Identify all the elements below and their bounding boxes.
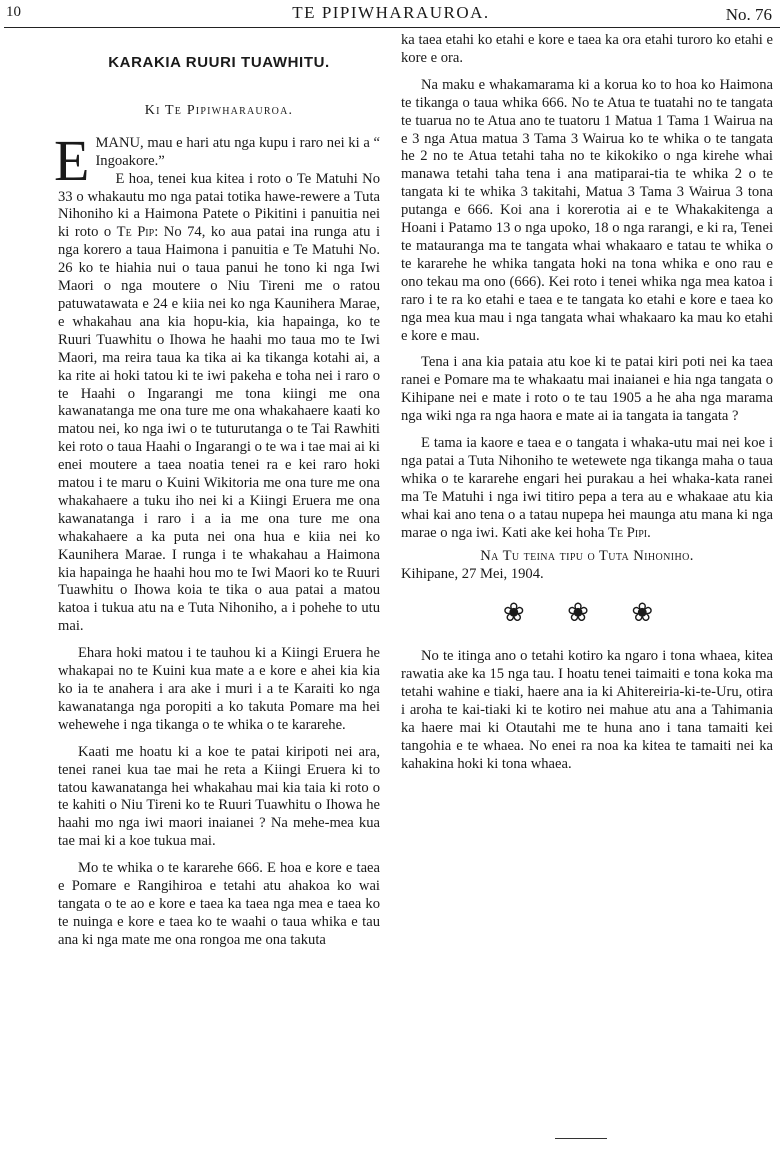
signature: Na Tu teina tipu o Tuta Nihoniho. xyxy=(480,548,694,565)
paragraph: Kaati me hoatu ki a koe te patai kiripoti nei ara, tenei ranei kua tae mai he reta a Kiingi Eruera ki to tatou kawanatanga hei whakahau mai kia taia ki roto o te kahiti o Niu Tireni ko te Ruuri Tuawhitu o Ihowa he haahi mo nga iwi maori inaianei ? Na mehe-mea kua tae mai ki a koe tukua mai. xyxy=(58,743,380,850)
issue-number: No. 76 xyxy=(725,5,772,24)
opening-text: MANU, mau e hari atu nga kupu i raro nei ki a “ Ingoakore.” xyxy=(95,134,380,169)
paragraph: Na maku e whakamarama ki a korua ko to hoa ko Haimona te tikanga o taua whika 666. No te Atua te tuatahi no te tangata te tuarua no te Atua ano te tuatoru 1 Matua 1 Tama 1 Wairua na e 3 nga Atua matua 3 Tama 3 Wairua ko te whika o te tangata he 2 no te Atua tetahi taha no te kikokiko o nga kirehe whai manawa tetahi taha tena i ana matiparai-tia te whika 2 o te tangata ki te whika 3 takitahi, Matua 3 Tama 3 Wairua 3 tona putanga e 666. Koi ana i korerotia ai e te Whakakitenga a Hoani i Patamo 13 o nga upoko, 18 o nga rarangi, e ki ra, Tenei te matauranga ma te tangata whai whakaaro e tatau te whika o te kararehe he whika tangata hoki na tona whika e ono rau e ono tekau ma ono (666). Kei roto i tenei whika nga mea katoa i raro i te ra ko etahi e taea e te tangata ko etahi e kore e taea ko nga mea kua mau i nga tangata whai whakaaro ka mau ko etahi e kore e mau. xyxy=(401,76,773,344)
paragraph: Mo te whika o te kararehe 666. E hoa e kore e taea e Pomare e Rangihiroa e tetahi atu ahakoa ko wai tangata o te ao e kore e taea ka taea nga mea e taea ko te nuinga e kore e taea ko te waahi o taua whika e tau ana ki nga mate me ona rongoa me ona takuta xyxy=(58,860,380,948)
paper-name: Te Pipi. xyxy=(608,524,651,541)
paragraph: No te itinga ano o tetahi kotiro ka ngaro i tona whaea, kitea rawatia ake ka 15 nga tau. I hoatu tenei taimaiti e tona koka ma tetahi wahine e tiaki, haere ana ia ki Ahitereiria-ki-te-Uru, otira i aroha te kai-tiaki ki te kotiro nei mahue atu ana a Tahimania ka haere mai ki Otautahi me te huna ano i tana tamaiti kei tangohia e te whaea. No enei ra noa ka kitea te tamaiti nei ka kahakina hoki ki tona whaea. xyxy=(401,648,773,772)
dateline: Kihipane, 27 Mei, 1904. xyxy=(401,566,544,583)
paragraph: ka taea etahi ko etahi e kore e taea ka ora etahi turoro ko etahi e kore e ora. xyxy=(401,32,773,66)
paragraph: Tena i ana kia pataia atu koe ki te patai kiri poti nei ka taea ranei e Pomare ma te whakaatu mai inaianei e hia nga tangata o Kihipane nei e mate i roto o te tau 1905 a he aha nga marama nga wiki nga ra nga haora e mate ai ia tangata ia tangata ? xyxy=(401,354,773,425)
paragraph xyxy=(58,171,380,637)
left-column xyxy=(54,32,381,950)
paper-name: Te Pip xyxy=(116,224,155,241)
opening-paragraph xyxy=(54,127,380,193)
end-rule xyxy=(555,1138,607,1139)
article-subheading: Ki Te Pipiwharauroa. xyxy=(144,102,294,118)
article-heading: KARAKIA RUURI TUAWHITU. xyxy=(108,54,330,71)
drop-cap: E xyxy=(54,127,90,193)
paragraph-text: : No 74, ko aua patai ina runga atu i nga korero a taua Haimona i panuitia e Te Matuhi No. 26 ko te hiahia nui o taua panui he tono ki nga Iwi Maori o nga moutere o Niu Tireni me o ratou patuwatawata e 24 e kiia nei ko nga Kaunihera Marae, e whakahau ana kia hopu-kia, kia hapainga, ko te Ruuri Tuawhitu o Ihowa he haahi mo taua mo te Iwi Maori, ma reira taua ka tika ai ka tikanga kotahi ai, a ka rite ai hoki tatou ki te iwi pakeha e toha nei i raro o te Haahi o Ingarangi me tona kiingi me ona kawanatanga me ona ture me ona whakahaere kaati ko matou nei, ko nga iwi o te tuturutanga o te Tai Rawhiti kei roto o taua Haahi o Ingarangi o te wa i tae mai ai ki enei moutere a taea noatia tenei ra e kei raro hoki matou i te maru o Kuini Wikitoria me ona ture me ona whakahaere a tuku iho nei ki a Kiingi Eruera me ona kawanatanga i raro i a ia me ona ture me ona whakahaere a ka puta nei ona hua e kiia nei ko Kaunihera Marae. I runga i te whakahau a Haimona kia hapainga he haahi hou mo te Iwi Maori ko te Ruuri Tuawhitu o Ihowa koia te tika o aua patai a matou katoa i tukua atu na e Tuta Nihoniho, a i pohehe to utu mai. xyxy=(58,224,381,635)
right-column xyxy=(401,32,773,774)
paragraph-text: E tama ia kaore e taea e o tangata i whaka-utu mai nei koe i nga patai a Tuta Nihoniho te wetewete nga tikanga maha o taua whika o te kararehe engari hei purakau a hei whaka-kata ranei ma Te Matuhi i nga iwi titiro pepa a tera au e whakaae atu kia whai kai ano tena o a tatau nupepa hei maunga atu mana ki nga marae o nga iwi. Kati ake kei hoha xyxy=(401,435,773,541)
page-number: 10 xyxy=(6,4,21,20)
paragraph xyxy=(401,435,773,542)
header-rule xyxy=(4,27,780,28)
masthead-title: TE PIPIWHARAUROA. xyxy=(292,3,490,22)
ornament-divider: ❀ ❀ ❀ xyxy=(502,598,672,628)
paragraph-text: E hoa, tenei kua kitea i roto o Te Matuhi No 33 o whakautu mo nga patai totika hawe-rewere a Tuta Nihoniho ki a Haimona Patete o Pikitini i panuitia nei ki roto o xyxy=(58,170,380,241)
page-header xyxy=(0,0,782,28)
paragraph: Ehara hoki matou i te tauhou ki a Kiingi Eruera he whakapai no te Kuini kua mate a e kore e ahei kia kia ko ia te anahera i ara ake i muri i a te Karaiti ko nga kawanatanga nga poropiti a ko takuta Pomare ma hei wehewehe i nga tikanga o te whika o te kararehe. xyxy=(58,645,380,733)
